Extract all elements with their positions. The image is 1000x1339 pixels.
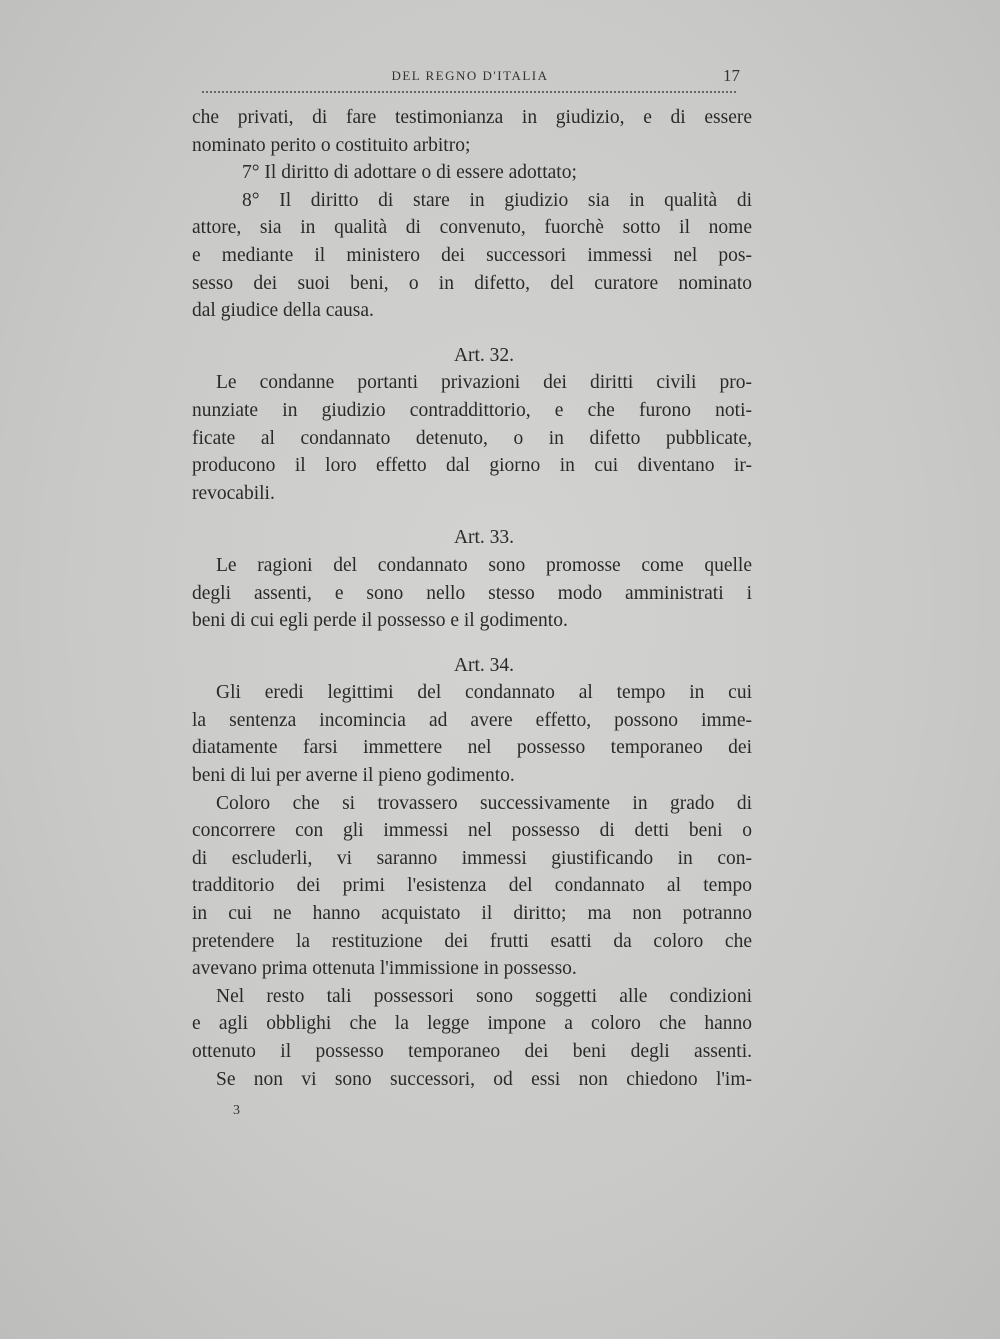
text-line: Se non vi sono successori, od essi non chiedono l'im- — [216, 1068, 752, 1090]
text-line: che privati, di fare testimonianza in giudizio, e di essere — [192, 107, 752, 128]
text-line: la sentenza incomincia ad avere effetto, possono imme- — [192, 709, 752, 731]
text-line: 7° Il diritto di adottare o di essere adottato; — [242, 162, 577, 184]
text-line: Le condanne portanti privazioni dei diritti civili pro- — [216, 372, 752, 394]
text-line: pretendere la restituzione dei frutti esatti da coloro che — [192, 930, 752, 952]
text-line: Gli eredi legittimi del condannato al tempo in cui — [216, 682, 752, 704]
article-heading: Art. 34. — [453, 654, 515, 676]
article-heading: Art. 33. — [453, 527, 515, 549]
text-line: sesso dei suoi beni, o in difetto, del curatore nominato — [192, 272, 752, 294]
text-line: Coloro che si trovassero successivamente in grado di — [216, 792, 752, 814]
text-line: 8° Il diritto di stare in giudizio sia in qualità di — [242, 189, 752, 211]
text-line: diatamente farsi immettere nel possesso temporaneo dei — [192, 737, 752, 759]
text-line: e mediante il ministero dei successori immessi nel pos- — [192, 244, 752, 266]
text-line: concorrere con gli immessi nel possesso di detti beni o — [192, 820, 752, 842]
text-line: nominato perito o costituito arbitro; — [192, 134, 471, 156]
signature-mark: 3 — [233, 1103, 240, 1118]
text-line: e agli obblighi che la legge impone a coloro che hanno — [192, 1013, 752, 1035]
text-line: Le ragioni del condannato sono promosse come quelle — [216, 554, 752, 576]
text-line: di escluderli, vi saranno immessi giustificando in con- — [192, 847, 752, 869]
text-line: ficate al condannato detenuto, o in difetto pubblicate, — [192, 427, 752, 449]
article-heading: Art. 32. — [453, 344, 515, 366]
text-line: revocabili. — [192, 482, 275, 504]
text-line: nunziate in giudizio contraddittorio, e che furono noti- — [192, 399, 752, 421]
text-line: attore, sia in qualità di convenuto, fuorchè sotto il nome — [192, 217, 752, 239]
text-line: degli assenti, e sono nello stesso modo amministrati i — [192, 582, 752, 604]
text-line: tradditorio dei primi l'esistenza del condannato al tempo — [192, 875, 752, 897]
text-line: dal giudice della causa. — [192, 300, 374, 322]
text-line: in cui ne hanno acquistato il diritto; ma non potranno — [192, 903, 752, 925]
text-line: ottenuto il possesso temporaneo dei beni degli assenti. — [192, 1041, 752, 1062]
text-line: beni di cui egli perde il possesso e il godimento. — [192, 610, 568, 632]
text-line: producono il loro effetto dal giorno in cui diventano ir- — [192, 455, 752, 477]
text-line: Nel resto tali possessori sono soggetti alle condizioni — [216, 985, 752, 1007]
text-line: beni di lui per averne il pieno godimento. — [192, 765, 515, 787]
running-head-title: DEL REGNO D'ITALIA — [391, 68, 549, 83]
header-rule — [202, 91, 736, 93]
body-text — [192, 104, 752, 1093]
text-line: avevano prima ottenuta l'immissione in possesso. — [192, 958, 577, 980]
page-number: 17 — [723, 66, 740, 85]
running-head — [200, 64, 740, 94]
